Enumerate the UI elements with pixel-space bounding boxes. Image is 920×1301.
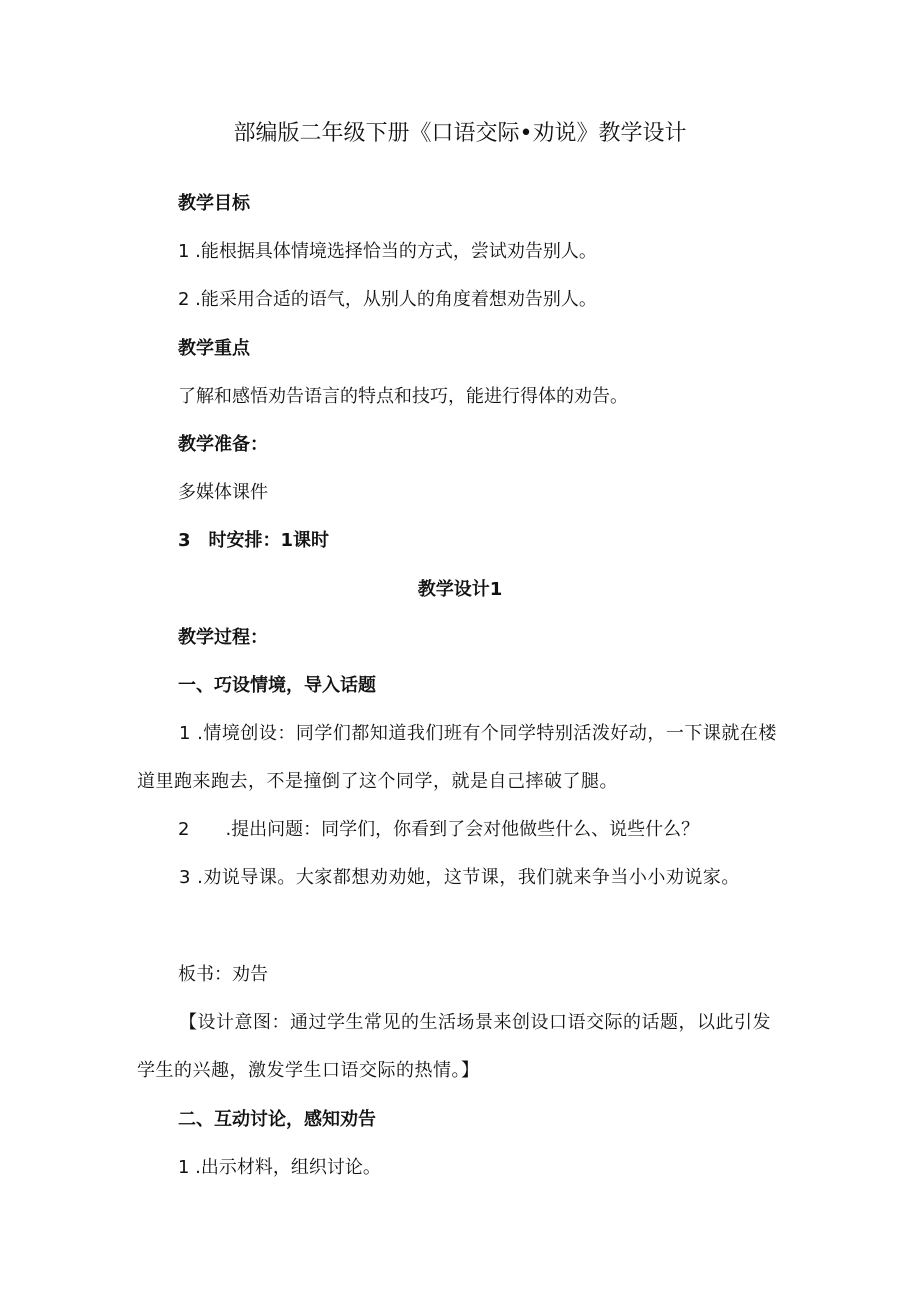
section-2-item-1: 1 .出示材料，组织讨论。 [178,1157,381,1178]
design-intent: 【设计意图：通过学生常见的生活场景来创设口语交际的话题，以此引发学生的兴趣，激发学生口语交际的热情。】 [137,1012,771,1081]
design-heading: 教学设计1 [417,579,503,600]
section-1-item-1: 1 .情境创设：同学们都知道我们班有个同学特别活泼好动，一下课就在楼道里跑来跑去，不是撞倒了这个同学，就是自己摔破了腿。 [137,723,777,792]
board-writing: 板书：劝告 [178,964,268,985]
section-1-item-2: 2 .提出问题：同学们，你看到了会对他做些什么、说些什么？ [178,819,700,840]
goal-item-2: 2 .能采用合适的语气，从别人的角度着想劝告别人。 [178,289,597,310]
focus-heading: 教学重点 [178,338,250,359]
goals-heading: 教学目标 [178,193,250,214]
section-2-heading: 二、互动讨论，感知劝告 [178,1109,376,1130]
goal-item-1: 1 .能根据具体情境选择恰当的方式，尝试劝告别人。 [178,241,597,262]
focus-text: 了解和感悟劝告语言的特点和技巧，能进行得体的劝告。 [178,386,628,407]
process-heading: 教学过程： [178,627,268,648]
document-title: 部编版二年级下册《口语交际•劝说》教学设计 [233,121,687,146]
schedule-line: 3 时安排：1课时 [178,530,330,551]
section-1-item-3: 3 .劝说导课。大家都想劝劝她，这节课，我们就来争当小小劝说家。 [179,867,740,888]
prep-heading: 教学准备： [178,434,268,455]
prep-text: 多媒体课件 [178,482,268,503]
section-1-heading: 一、巧设情境，导入话题 [178,675,376,696]
